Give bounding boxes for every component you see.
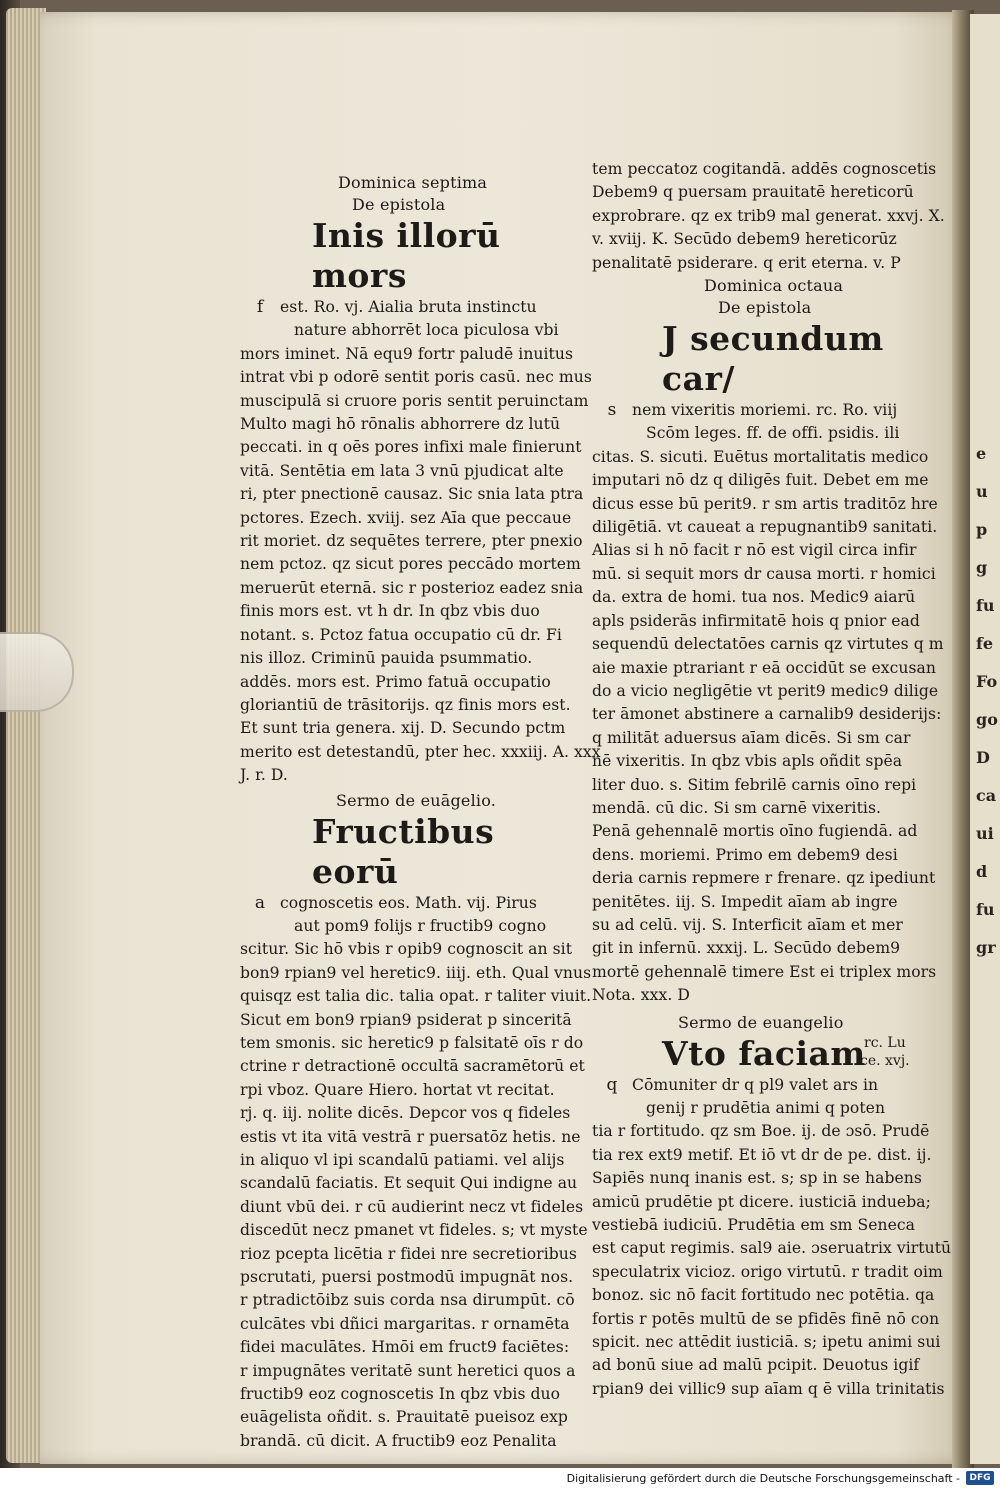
text-line: scitur. Sic hō vbis r opib9 cognoscit an sit (240, 940, 573, 959)
adjacent-page-fragment: e (976, 444, 987, 463)
text-line: intrat vbi p odorē sentit poris casū. nec mus (240, 368, 592, 387)
text-line (592, 399, 938, 422)
text-line: ri, pter pnectionē causaz. Sic snia lata ptra (240, 485, 584, 504)
left-column (240, 172, 601, 1453)
text-line: dicus esse bū perit9. r sm artis traditōz hre (592, 494, 938, 513)
heading-sermo-de-euangelio-2: Sermo de euangelio (678, 1012, 844, 1032)
text-line: Debem9 q puersam prauitatē hereticorū (592, 183, 914, 202)
footer-credit: Digitalisierung gefördert durch die Deutsche Forschungsgemeinschaft - (566, 1472, 960, 1485)
text-line: bonoz. sic nō facit fortitudo nec potētia. qa (592, 1286, 935, 1305)
text-line (240, 892, 590, 915)
text-line: ad bonū siue ad malū pcipit. Deuotus igif (592, 1356, 920, 1375)
text-line: scandalū faciatis. Et sequit Qui indigne au (240, 1174, 578, 1193)
text-line (592, 1074, 938, 1097)
text-line: in aliquo vl ipi scandalū patiami. vel alijs (240, 1151, 565, 1169)
text-line: nē vixeritis. In qbz vbis apls oñdit spēa (592, 752, 903, 771)
text-line: ctrine r detractionē occultā sacramētorū et (240, 1057, 585, 1076)
adjacent-page-fragment: ui (976, 824, 994, 843)
incipit-heading-4: Vto faciam (662, 1033, 866, 1073)
text-line: rj. q. iij. nolite dicēs. Depcor vos q fideles (240, 1104, 571, 1123)
footer-bar (0, 1468, 1000, 1489)
incipit-heading-2: Fructibus eorū (312, 811, 495, 891)
text-line: r impugnātes veritatē sunt heretici quos a (240, 1361, 576, 1380)
text-line: exprobrare. qz ex trib9 mal generat. xxvj. X. (592, 206, 945, 225)
text-line: apls psiderās infirmitatē hois q pnior ead (592, 611, 920, 630)
text-line: culcātes vbi dñici margaritas. r ornamēta (240, 1314, 570, 1333)
text-block-3 (592, 399, 944, 1008)
adjacent-page-fragment: g (976, 558, 988, 577)
text-line: penitētes. iij. S. Impedit aīam ab ingre (592, 892, 898, 911)
text-line-content: cognoscetis eos. Math. vij. Pirus (280, 893, 537, 912)
text-block-top (592, 158, 945, 275)
adjacent-page-fragment: d (976, 862, 988, 881)
text-line: su ad celū. vij. S. Interficit aīam et mer (592, 915, 903, 934)
text-line: git in infernū. xxxij. L. Secūdo debem9 (592, 939, 901, 958)
guide-initial-letter: f (256, 297, 264, 317)
text-line: v. xviij. K. Secūdo debem9 hereticorūz (592, 230, 897, 249)
text-line: notant. s. Pctoz fatua occupatio cū dr. Fi (240, 625, 562, 644)
text-line: tia r fortitudo. qz sm Boe. ij. de ɔsō. Prudē (592, 1122, 930, 1141)
text-line: Sapiēs nunq inanis est. s; sp in se habens (592, 1169, 922, 1188)
guide-initial-letter: a (254, 892, 266, 913)
adjacent-page-fragment: fu (976, 900, 995, 919)
adjacent-page-fragment: D (976, 748, 990, 767)
text-line: pctores. Ezech. xviij. sez Aīa que peccaue (240, 508, 572, 527)
text-line: aut pom9 folijs r fructib9 cogno (294, 916, 547, 935)
text-line: tem peccatoz cogitandā. addēs cognoscetis (592, 160, 937, 178)
adjacent-page-fragment: go (976, 710, 998, 729)
text-line: Sicut em bon9 rpian9 psiderat p sinceritā (240, 1010, 572, 1029)
guide-initial-letter: s (607, 400, 617, 421)
text-line: finis mors est. vt h dr. In qbz vbis duo (240, 602, 540, 621)
text-line: rpian9 dei villic9 sup aīam q ē villa trinitatis (592, 1379, 945, 1398)
adjacent-page-fragment: Fo (976, 672, 998, 691)
incipit-heading-4-wrap (592, 1034, 938, 1074)
text-line: brandā. cū dicit. A fructib9 eoz Penalita (240, 1431, 557, 1450)
text-line: addēs. mors est. Primo fatuā occupatio (240, 672, 551, 691)
text-line: genij r prudētia animi q poten (646, 1099, 886, 1117)
adjacent-page-fragment: p (976, 520, 988, 539)
text-line: merito est detestandū, pter hec. xxxiij. A. xxx (240, 742, 601, 761)
text-line: mū. si sequit mors dr causa morti. r homici (592, 564, 936, 583)
text-block-2 (240, 892, 590, 1454)
incipit-heading-3: J secundum car/ (662, 319, 884, 399)
text-line: citas. S. sicuti. Euētus mortalitatis medico (592, 447, 929, 466)
text-line: spicit. nec attēdit iusticiā. s; ipetu animi sui (592, 1333, 941, 1352)
text-line: sequendū delectatōes carnis qz virtutes q m (592, 635, 944, 654)
text-line: meruerūt eternā. sic r posterioz eadez snia (240, 578, 584, 597)
text-line: fortis r potēs multū de se pfidēs finē nō con (592, 1309, 940, 1328)
text-line: euāgelista oñdit. s. Prauitatē pueisoz exp (240, 1408, 568, 1427)
text-line: Et sunt tria genera. xij. D. Secundo pctm (240, 719, 566, 738)
text-line: J. r. D. (240, 766, 288, 785)
text-line: estis vt ita vitā vestrā r puersatōz hetis. ne (240, 1127, 581, 1146)
adjacent-page (970, 14, 1000, 1464)
text-line: Penā gehennalē mortis oīno fugiendā. ad (592, 822, 918, 841)
text-line-content: Cōmuniter dr q pl9 valet ars in (632, 1075, 879, 1094)
adjacent-page-fragment: ca (976, 786, 997, 805)
text-line: Alias si h nō facit r nō est vigil circa infir (592, 541, 917, 560)
text-block-4 (592, 1074, 952, 1402)
heading-de-epistola-2: De epistola (718, 298, 812, 318)
adjacent-page-fragment: u (976, 482, 988, 501)
text-line: discedūt necz pmanet vt fideles. s; vt myste (240, 1221, 588, 1240)
text-line: nem pctoz. qz sicut pores peccādo mortem (240, 555, 581, 574)
text-line: speculatrix vicioz. origo virtutū. r tradit oim (592, 1262, 943, 1281)
heading-dominica-octaua: Dominica octaua (704, 276, 844, 296)
text-line: nis illoz. Criminū pauida psummatio. (240, 649, 533, 668)
text-line: Scōm leges. ff. de offi. psidis. ili (646, 424, 900, 443)
text-line: Multo magi hō rōnalis abhorrere dz lutū (240, 415, 561, 434)
adjacent-page-fragment: fe (976, 634, 994, 653)
text-line: q militāt aduersus aīam dicēs. Si sm car (592, 728, 911, 747)
text-line: penalitatē psiderare. q erit eterna. v. P (592, 253, 901, 272)
text-line: do a vicio negligētie vt perit9 medic9 dilige (592, 681, 939, 700)
text-line: amicū prudētie pt dicere. iusticiā indueba; (592, 1192, 931, 1211)
text-line: mortē gehennalē timere Est ei triplex mors (592, 962, 937, 981)
text-line: rit moriet. dz sequētes terrere, pter pnexio (240, 532, 583, 551)
text-line: diligētiā. vt caueat a repugnantib9 sanitati. (592, 518, 938, 537)
text-line: fidei maculātes. Hmōi em fruct9 faciētes: (240, 1338, 570, 1357)
text-line-content: nem vixeritis moriemi. rc. Ro. viij (632, 401, 898, 420)
text-line: muscipulā si cruore poris sentit peruinctam (240, 391, 589, 410)
adjacent-page-fragment: gr (976, 938, 996, 957)
text-line-content: est. Ro. vj. Aialia bruta instinctu (280, 298, 537, 316)
guide-initial-letter: q (606, 1074, 618, 1095)
text-line: imputari nō dz q diligēs fuit. Debet em me (592, 471, 929, 490)
text-line: r ptradictōibz suis corda nsa dirumpūt. cō (240, 1291, 575, 1310)
text-line: vestiebā iudiciū. Prudētia em sm Seneca (592, 1216, 916, 1235)
text-line: aie maxie ptrariant r eā occidūt se excusan (592, 658, 936, 677)
text-line: nature abhorrēt loca piculosa vbi (294, 321, 559, 340)
text-line: diunt vbū dei. r cū audierint necz vt fideles (240, 1197, 584, 1216)
text-line (240, 296, 590, 319)
heading-sermo-de-euangelio: Sermo de euāgelio. (336, 790, 497, 810)
text-line: bon9 rpian9 vel heretic9. iiij. eth. Qual vnus (240, 963, 592, 982)
text-line: pscrutati, puersi postmodū impugnāt nos. (240, 1268, 574, 1287)
citation-lu: rc. Lu (864, 1034, 906, 1051)
text-line: mors iminet. Nā equ9 fortr paludē inuitus (240, 344, 574, 363)
text-line: dens. moriemi. Primo em debem9 desi (592, 845, 898, 864)
text-line: deria carnis repmere r frenare. qz ipediunt (592, 869, 936, 888)
text-line: est caput regimis. sal9 aie. ɔseruatrix virtutū (592, 1239, 952, 1258)
text-line: peccati. in q oēs pores infixi male finierunt (240, 438, 582, 457)
text-line: rioz pcepta licētia r fidei nre secretioribus (240, 1244, 577, 1263)
text-line: Nota. xxx. D (592, 986, 690, 1005)
text-line: mendā. cū dic. Si sm carnē vixeritis. (592, 798, 882, 817)
text-line: ter āmonet abstinere a carnalib9 desiderijs: (592, 705, 942, 724)
heading-de-epistola: De epistola (352, 195, 446, 214)
text-line: quisqz est talia dic. talia opat. r taliter viuit. (240, 987, 592, 1006)
text-line: liter duo. s. Sitim febrilē carnis oīno repi (592, 775, 917, 794)
heading-dominica-septima: Dominica septima (338, 173, 488, 192)
adjacent-page-fragment: fu (976, 596, 995, 615)
incipit-heading: Inis illorū mors (312, 216, 501, 295)
text-line: gloriantiū de trāsitorijs. qz finis mors est. (240, 695, 571, 714)
text-line: tem smonis. sic heretic9 p falsitatē oīs r do (240, 1033, 584, 1052)
text-line: vitā. Sentētia em lata 3 vnū pjudicat alte (240, 461, 564, 480)
text-line: tia rex ext9 metif. Et iō vt dr de pe. dist. ij. (592, 1145, 932, 1164)
text-line: fructib9 eoz cognoscetis In qbz vbis duo (240, 1385, 561, 1404)
text-block-1 (240, 296, 601, 788)
citation-ce: ce. xvj. (860, 1052, 910, 1069)
dfg-logo: DFG (966, 1471, 994, 1485)
text-line: rpi vboz. Quare Hiero. hortat vt recitat. (240, 1080, 555, 1099)
page-holder-tab (0, 632, 74, 712)
right-column (592, 158, 952, 1401)
text-line: da. extra de homi. tua nos. Medic9 aiarū (592, 588, 916, 607)
